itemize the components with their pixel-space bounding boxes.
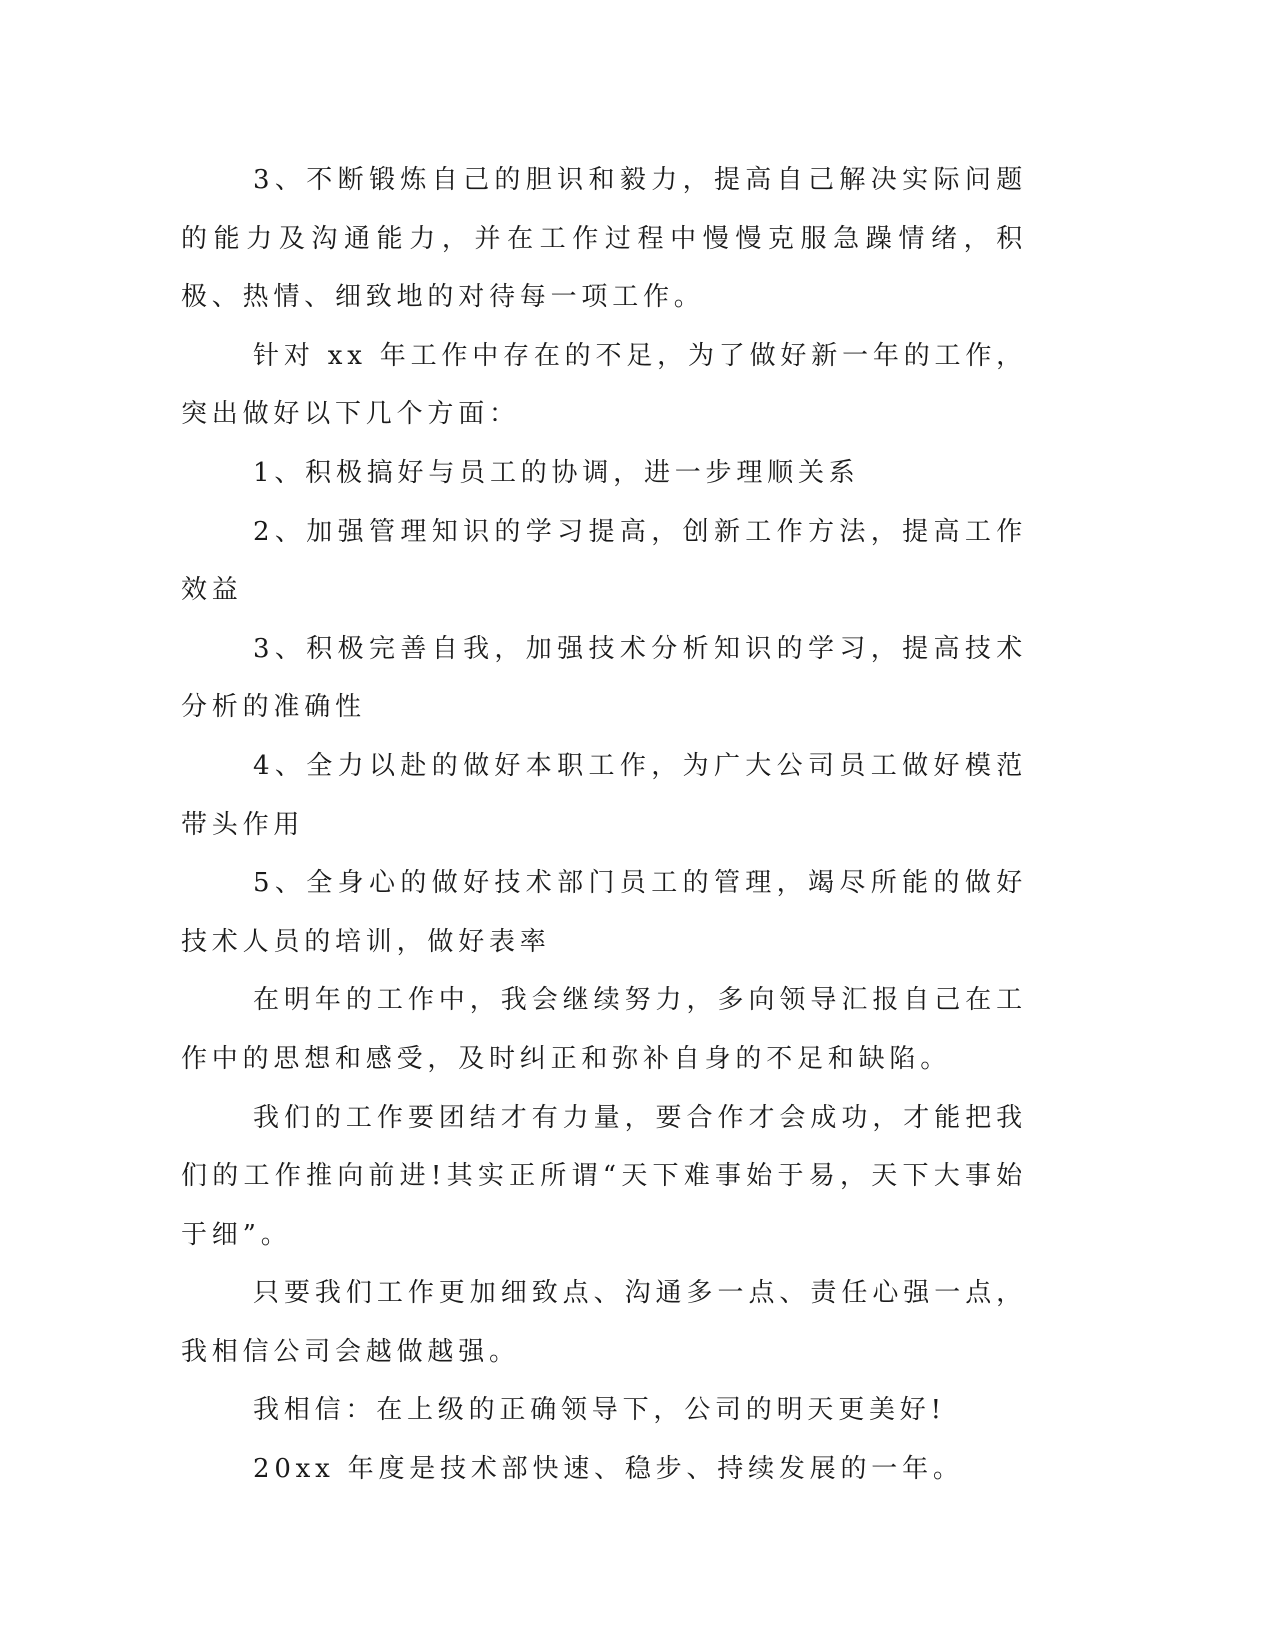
paragraph-shortcomings-intro: 针对 xx 年工作中存在的不足，为了做好新一年的工作，突出做好以下几个方面： — [181, 340, 1027, 430]
paragraph-improve-courage: 3、不断锻炼自己的胆识和毅力，提高自己解决实际问题的能力及沟通能力，并在工作过程中慢慢克服急躁情绪，积极、热情、细致地的对待每一项工作。 — [181, 165, 1027, 313]
list-item-technical-analysis: 3、积极完善自我，加强技术分析知识的学习，提高技术分析的准确性 — [181, 633, 1027, 723]
list-item-staff-training: 5、全身心的做好技术部门员工的管理，竭尽所能的做好技术人员的培训，做好表率 — [181, 868, 1027, 957]
list-item-coordination: 1、积极搞好与员工的协调，进一步理顺关系 — [253, 457, 860, 488]
list-item-management-learning: 2、加强管理知识的学习提高，创新工作方法，提高工作效益 — [181, 516, 1027, 606]
paragraph-year-summary: 20xx 年度是技术部快速、稳步、持续发展的一年。 — [253, 1454, 964, 1485]
paragraph-next-year: 在明年的工作中，我会继续努力，多向领导汇报自己在工作中的思想和感受，及时纠正和弥补自身的不足和缺陷。 — [181, 985, 1027, 1074]
document-body — [181, 151, 1027, 1499]
paragraph-belief: 我相信：在上级的正确领导下，公司的明天更美好! — [253, 1395, 946, 1426]
paragraph-teamwork: 我们的工作要团结才有力量，要合作才会成功，才能把我们的工作推向前进!其实正所谓“天下难事始于易，天下大事始于细”。 — [181, 1102, 1027, 1250]
list-item-role-model: 4、全力以赴的做好本职工作，为广大公司员工做好模范带头作用 — [181, 750, 1027, 840]
paragraph-communication: 只要我们工作更加细致点、沟通多一点、责任心强一点，我相信公司会越做越强。 — [181, 1278, 1027, 1367]
